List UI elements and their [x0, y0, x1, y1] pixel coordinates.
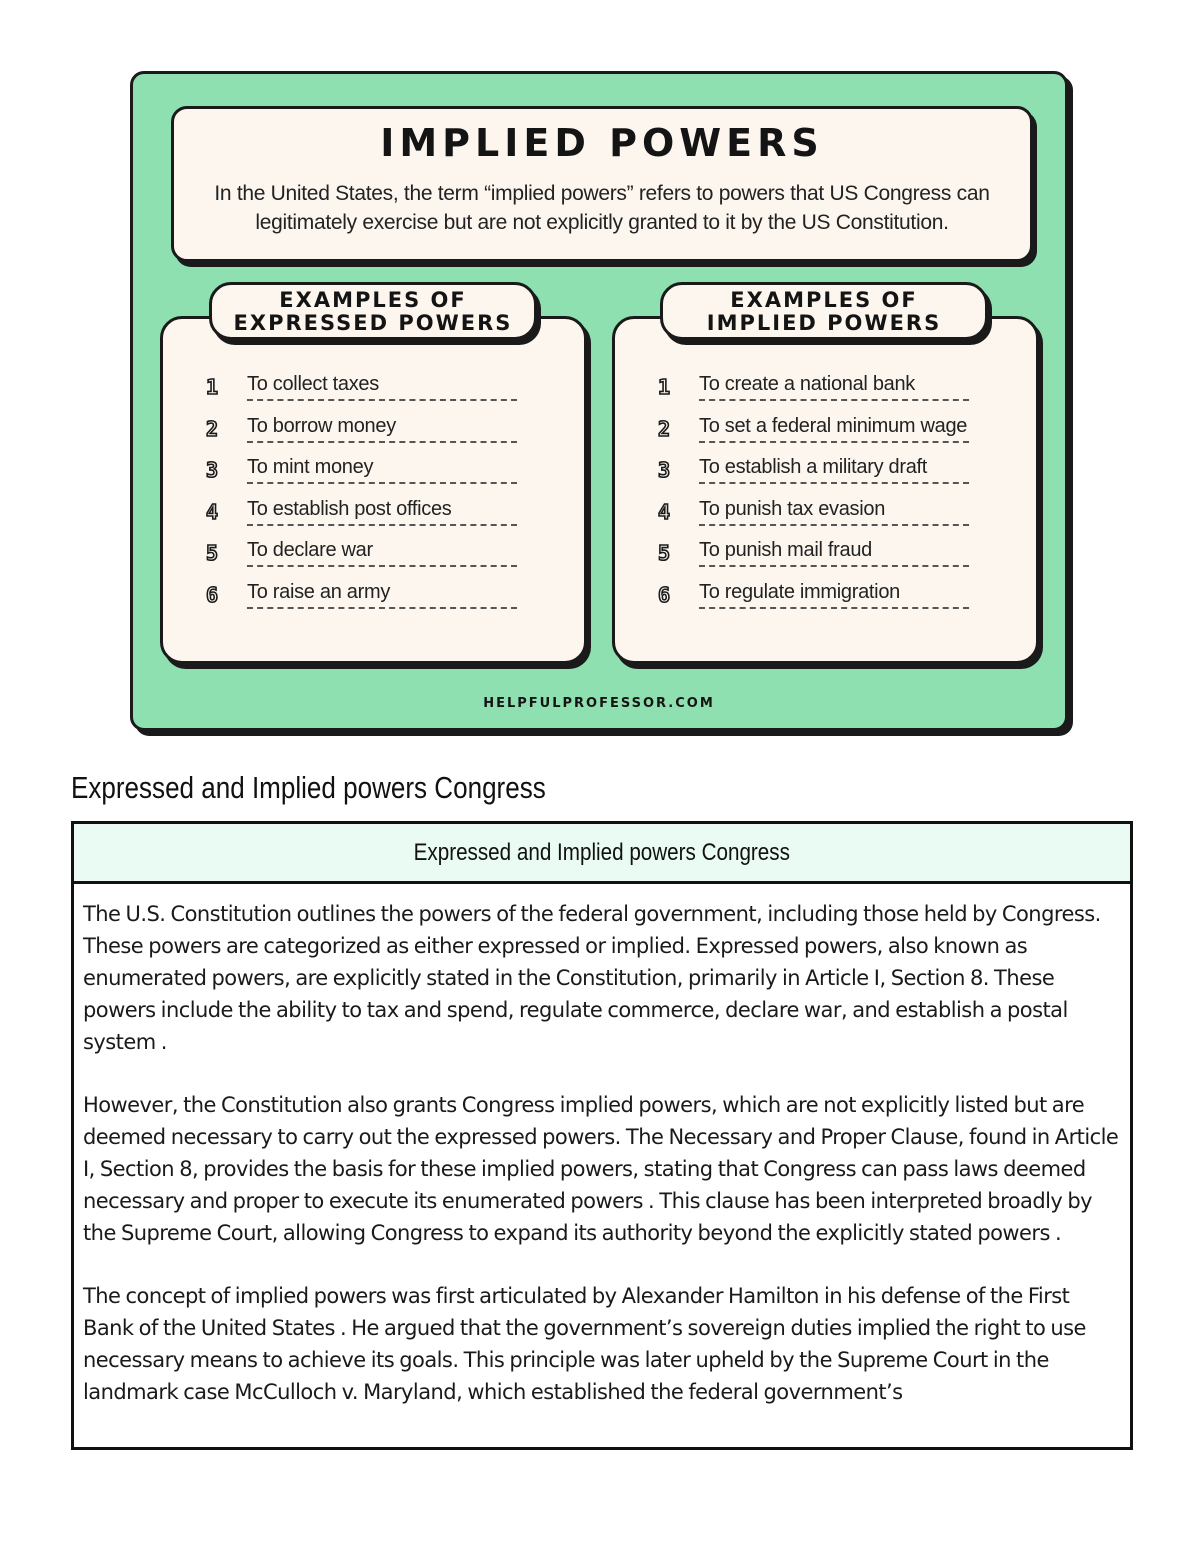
list-item — [199, 413, 529, 455]
expressed-powers-heading — [209, 282, 537, 340]
expressed-heading-line2: EXPRESSED POWERS — [233, 311, 513, 335]
implied-powers-panel — [612, 316, 1039, 664]
implied-heading-line2: IMPLIED POWERS — [706, 311, 942, 335]
site-credit: HELPFULPROFESSOR.COM — [483, 696, 715, 711]
item-text: To punish mail fraud — [699, 539, 969, 567]
item-text: To borrow money — [247, 415, 517, 443]
item-number: 4 — [657, 499, 671, 524]
paragraph: The U.S. Constitution outlines the powers of the federal government, including those held by Congress. These powers are categorized as either expressed or implied. Expressed powers, also known as enumerated powers, are explicitly stated in the Constitution, primarily in Article I, Section 8. These powers include the ability to tax and spend, regulate commerce, declare war, and establish a postal system . — [83, 902, 1101, 1054]
item-number: 6 — [657, 582, 671, 607]
content-table — [71, 821, 1133, 1450]
item-number: 6 — [205, 582, 219, 607]
expressed-heading-line1: EXAMPLES OF — [279, 288, 467, 312]
list-item — [651, 454, 981, 496]
item-text: To collect taxes — [247, 373, 517, 401]
intro-box — [171, 106, 1033, 262]
infographic-description: In the United States, the term “implied powers” refers to powers that US Congress can legitimately exercise but are not explicitly granted to it by the US Constitution. — [214, 182, 990, 234]
document-heading: Expressed and Implied powers Congress — [71, 770, 546, 805]
implied-powers-infographic — [130, 71, 1068, 731]
paragraph: However, the Constitution also grants Congress implied powers, which are not explicitly listed but are deemed necessary to carry out the expressed powers. The Necessary and Proper Clause, found in Article I, Section 8, provides the basis for these implied powers, stating that Congress can pass laws deemed necessary and proper to execute its enumerated powers . This clause has been interpreted broadly by the Supreme Court, allowing Congress to expand its authority beyond the explicitly stated powers . — [83, 1093, 1119, 1245]
item-text: To create a national bank — [699, 373, 969, 401]
list-item — [651, 496, 981, 538]
list-item — [651, 413, 981, 455]
item-text: To raise an army — [247, 581, 517, 609]
paragraph: The concept of implied powers was first articulated by Alexander Hamilton in his defense of the First Bank of the United States . He argued that the government’s sovereign duties implied the right to use necessary means to achieve its goals. This principle was later upheld by the Supreme Court in the landmark case McCulloch v. Maryland, which established the federal government’s — [83, 1284, 1086, 1404]
item-text: To declare war — [247, 539, 517, 567]
table-header — [74, 824, 1130, 884]
item-number: 5 — [205, 541, 219, 565]
item-number: 2 — [205, 416, 219, 441]
table-body — [74, 884, 1130, 1408]
list-item — [199, 454, 529, 496]
implied-powers-list — [651, 371, 981, 620]
item-text: To set a federal minimum wage — [699, 415, 969, 443]
item-number: 3 — [657, 458, 671, 482]
list-item — [651, 371, 981, 413]
expressed-powers-list — [199, 371, 529, 620]
item-text: To regulate immigration — [699, 581, 969, 609]
item-number: 5 — [657, 541, 671, 565]
item-number: 1 — [205, 375, 219, 399]
item-number: 4 — [205, 499, 219, 524]
list-item — [651, 537, 981, 579]
list-item — [199, 496, 529, 538]
list-item — [199, 537, 529, 579]
item-number: 2 — [657, 416, 671, 441]
infographic-title: IMPLIED POWERS — [380, 121, 824, 165]
expressed-powers-panel — [160, 316, 587, 664]
item-number: 3 — [205, 458, 219, 482]
item-text: To punish tax evasion — [699, 498, 969, 526]
item-text: To establish post offices — [247, 498, 517, 526]
implied-powers-heading — [660, 282, 988, 340]
item-text: To mint money — [247, 456, 517, 484]
table-header-text: Expressed and Implied powers Congress — [413, 839, 791, 866]
item-text: To establish a military draft — [699, 456, 969, 484]
list-item — [199, 579, 529, 621]
item-number: 1 — [657, 375, 671, 399]
list-item — [651, 579, 981, 621]
list-item — [199, 371, 529, 413]
implied-heading-line1: EXAMPLES OF — [730, 288, 918, 312]
